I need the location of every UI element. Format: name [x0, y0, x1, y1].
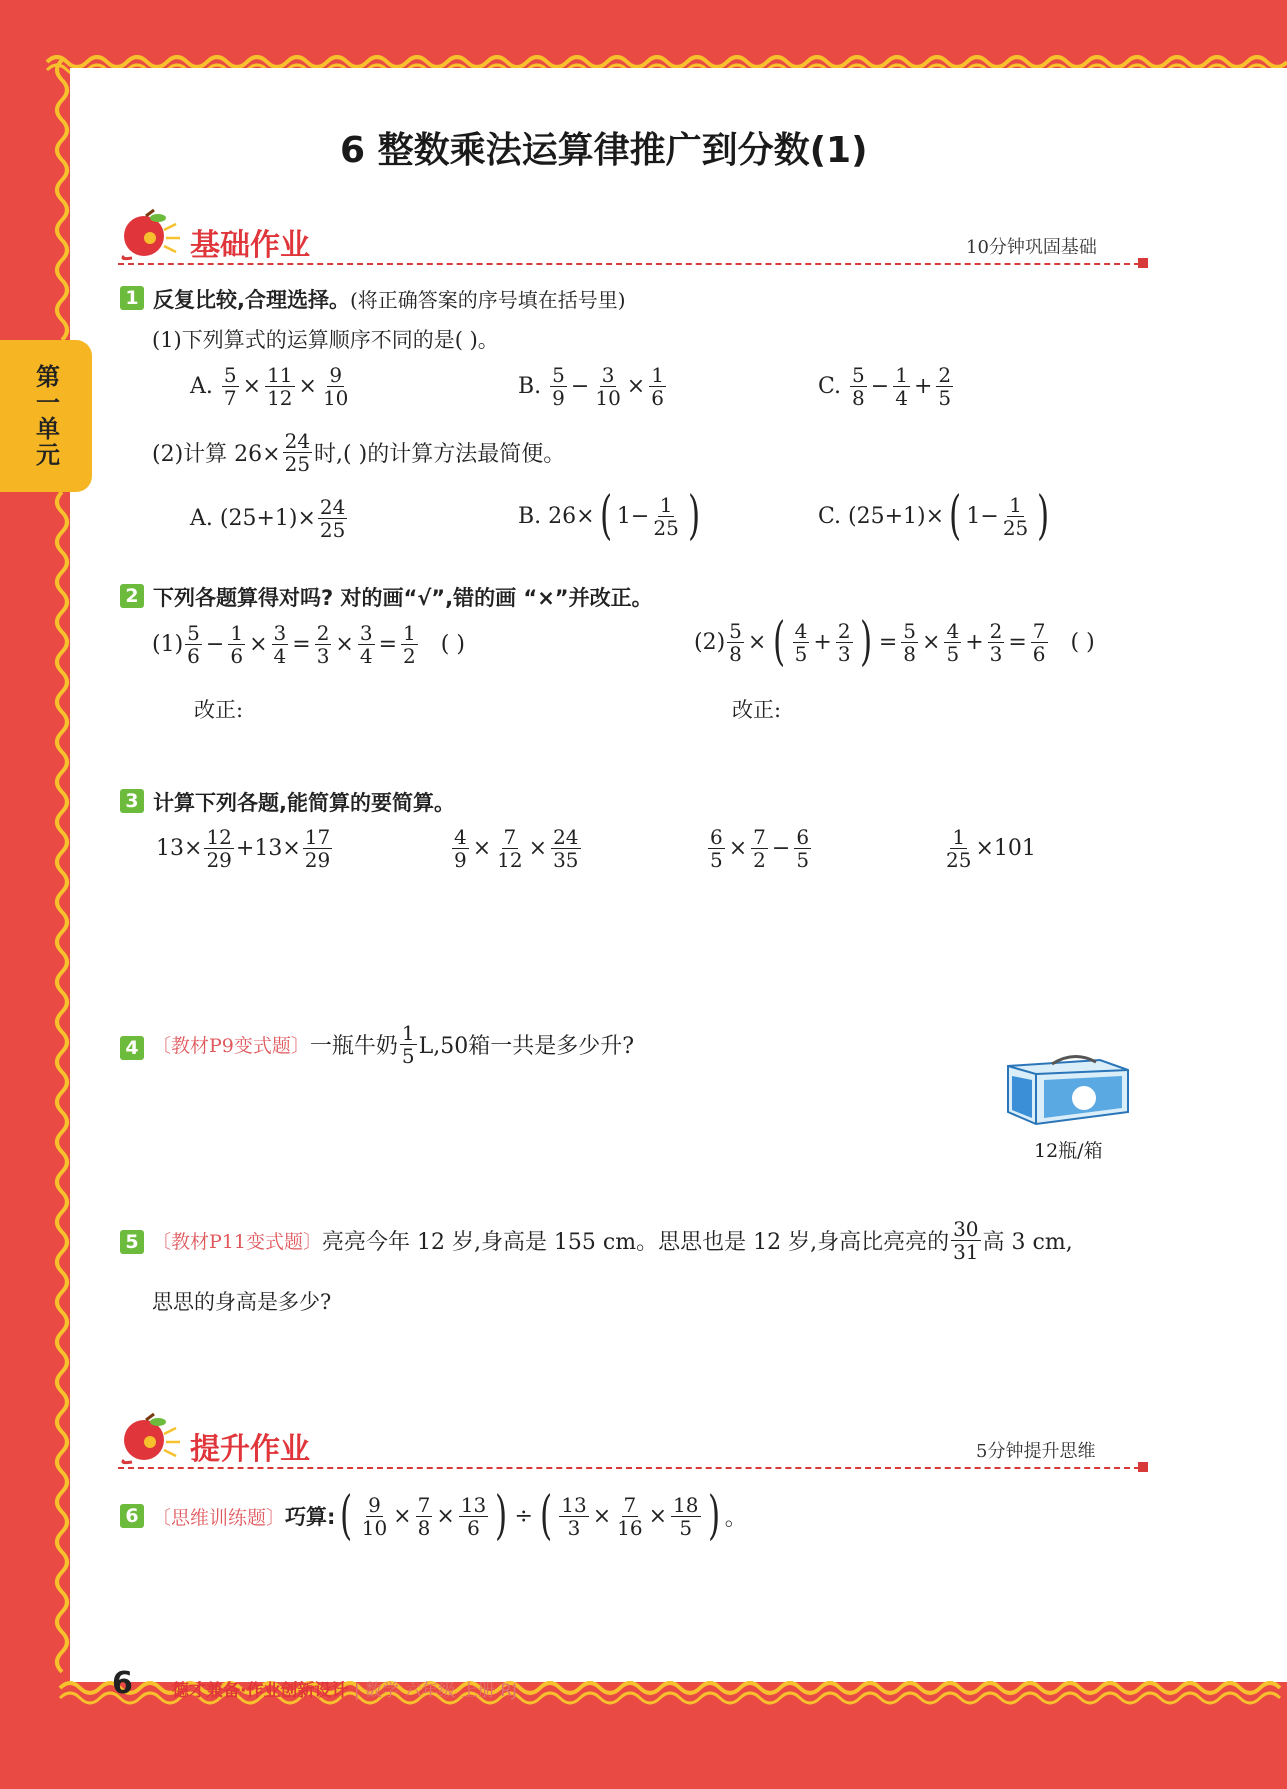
- fraction: [944, 826, 973, 871]
- q1-p1-option-a: [190, 364, 352, 409]
- numerator: 18: [673, 1492, 699, 1517]
- expression: 13×: [156, 836, 203, 861]
- q1-number: 1: [120, 286, 144, 310]
- denominator: 25: [319, 518, 346, 542]
- fraction: [988, 620, 1005, 665]
- numerator: 2: [989, 618, 1003, 643]
- part-label: (2): [694, 629, 726, 655]
- denominator: 4: [359, 644, 373, 668]
- numerator: 1: [403, 621, 416, 645]
- denominator: 35: [553, 848, 579, 872]
- option-label: C.: [818, 503, 842, 529]
- operator: ×: [436, 1503, 455, 1529]
- left-paren: (: [340, 1486, 353, 1546]
- numerator: 3: [359, 621, 373, 645]
- fraction: [222, 364, 239, 409]
- q5-post: 高 3 cm,: [982, 1230, 1073, 1255]
- denominator: 4: [895, 386, 908, 410]
- expression: ×101: [975, 836, 1036, 861]
- fraction: [416, 1494, 433, 1539]
- numerator: 2: [316, 621, 330, 645]
- basic-section-subtitle: 10分钟巩固基础: [966, 237, 1097, 258]
- numerator: 5: [187, 621, 200, 645]
- right-paren: ): [707, 1486, 720, 1546]
- fraction: [303, 826, 332, 871]
- denominator: 10: [322, 386, 349, 410]
- denominator: 8: [417, 1515, 431, 1540]
- denominator: 25: [284, 452, 311, 476]
- operator: =: [292, 632, 311, 657]
- denominator: 9: [552, 386, 565, 410]
- denominator: 3: [837, 641, 851, 666]
- fraction: [944, 620, 961, 665]
- numerator: 7: [417, 1492, 431, 1517]
- q3-title: 计算下列各题,能简算的要简算。: [153, 791, 455, 815]
- numerator: 2: [837, 618, 851, 643]
- operator: ×: [728, 836, 748, 861]
- denominator: 6: [187, 644, 200, 668]
- answer-blank[interactable]: ( ): [440, 632, 465, 657]
- fraction: [283, 430, 312, 475]
- numerator: 9: [368, 1492, 381, 1517]
- right-paren: ): [495, 1486, 508, 1546]
- fraction: [228, 622, 245, 667]
- operator: ×: [528, 836, 548, 861]
- numerator: 6: [796, 825, 810, 849]
- part-label: (1): [152, 632, 184, 657]
- fraction: [936, 364, 953, 409]
- basic-section-divider: [118, 263, 1140, 265]
- fraction: [495, 826, 524, 871]
- operator: ×: [249, 632, 268, 657]
- q1-p2-option-b: [518, 486, 705, 546]
- denominator: 2: [753, 848, 766, 872]
- unit-tab-side: [0, 340, 92, 492]
- q1-title-text: 反复比较,合理选择。: [153, 288, 350, 312]
- denominator: 4: [273, 644, 287, 668]
- left-wave-border: [0, 0, 90, 1789]
- fraction: [452, 826, 469, 871]
- footer-info: 数学 六年级 上册 RJ: [365, 1681, 518, 1701]
- denominator: 5: [679, 1515, 693, 1540]
- fraction: [671, 1494, 700, 1539]
- numerator: 1: [1009, 492, 1022, 517]
- denominator: 6: [651, 386, 664, 410]
- footer-text: [172, 1676, 517, 1701]
- fraction: [850, 364, 867, 409]
- numerator: 1: [895, 363, 908, 387]
- numerator: 24: [553, 825, 579, 849]
- operator: −: [205, 632, 225, 657]
- numerator: 2: [938, 363, 952, 387]
- denominator: 2: [403, 644, 416, 668]
- denominator: 3: [567, 1515, 581, 1540]
- operator: −: [771, 836, 791, 861]
- denominator: 25: [653, 515, 679, 540]
- denominator: 3: [989, 641, 1003, 666]
- fraction: [550, 364, 567, 409]
- q1-p2-option-c: [818, 486, 1055, 546]
- fraction: [727, 620, 744, 665]
- fraction: [360, 1494, 389, 1539]
- expression: 26×: [548, 503, 595, 529]
- operator: ×: [242, 374, 262, 399]
- numerator: 1: [230, 621, 244, 645]
- numerator: 11: [267, 363, 293, 387]
- denominator: 8: [852, 386, 865, 410]
- fraction: [265, 364, 294, 409]
- q6-text: [152, 1486, 747, 1546]
- footer-brand: 德才兼备·作业创新设计: [172, 1681, 349, 1701]
- fraction: [1001, 494, 1030, 539]
- numerator: 5: [729, 618, 742, 643]
- q5-text-line1: [152, 1218, 1073, 1263]
- right-paren: ): [1037, 486, 1050, 546]
- operator: =: [878, 629, 898, 655]
- numerator: 7: [503, 825, 517, 849]
- operator: +: [913, 374, 933, 399]
- denominator: 6: [467, 1515, 480, 1540]
- expression: +13×: [235, 836, 301, 861]
- denominator: 6: [230, 644, 244, 668]
- option-label: B.: [518, 503, 542, 529]
- fraction: [401, 622, 418, 667]
- option-label: A.: [190, 506, 213, 531]
- q4-post: L,50箱一共是多少升?: [418, 1034, 635, 1059]
- expression: 1−: [966, 503, 999, 529]
- numerator: 3: [601, 363, 615, 387]
- q3-expr-2: [450, 826, 583, 871]
- denominator: 10: [595, 386, 621, 410]
- numerator: 17: [304, 825, 331, 849]
- unit-tab-text: 第一单元: [31, 364, 60, 468]
- fraction: [1031, 620, 1048, 665]
- fraction: [649, 364, 666, 409]
- denominator: 5: [794, 641, 808, 666]
- basic-section-title: 基础作业: [190, 228, 310, 263]
- option-label: A.: [190, 374, 213, 399]
- denominator: 6: [1032, 641, 1046, 666]
- q5-pre: 亮亮今年 12 岁,身高是 155 cm。思思也是 12 岁,身高比亮亮的: [321, 1230, 950, 1255]
- denominator: 5: [796, 848, 810, 872]
- numerator: 1: [651, 363, 664, 387]
- denominator: 31: [953, 1240, 979, 1264]
- q6-end: 。: [724, 1505, 747, 1531]
- numerator: 5: [223, 363, 237, 387]
- fraction: [615, 1494, 644, 1539]
- fraction: [551, 826, 580, 871]
- denominator: 29: [304, 848, 331, 872]
- denominator: 12: [267, 386, 293, 410]
- advanced-section-divider: [118, 1467, 1140, 1469]
- fraction: [315, 622, 332, 667]
- q4-tag: 〔教材P9变式题〕: [152, 1035, 310, 1057]
- numerator: 30: [953, 1217, 979, 1241]
- milk-box-icon: [1004, 1046, 1134, 1130]
- numerator: 7: [623, 1492, 637, 1517]
- numerator: 1: [952, 825, 966, 849]
- apple-icon: [118, 208, 182, 264]
- q6-tag: 〔思维训练题〕: [152, 1506, 286, 1529]
- fraction: [593, 364, 622, 409]
- q5-tag: 〔教材P11变式题〕: [152, 1231, 322, 1253]
- numerator: 12: [206, 825, 232, 849]
- numerator: 6: [710, 825, 723, 849]
- fraction: [794, 826, 811, 871]
- right-paren: ): [859, 612, 872, 672]
- operator: +: [813, 629, 832, 655]
- numerator: 5: [852, 363, 865, 387]
- answer-blank[interactable]: ( ): [1070, 629, 1095, 655]
- expression: (25+1)×: [219, 506, 316, 531]
- page-number: 6: [112, 1666, 133, 1701]
- fraction: [901, 620, 918, 665]
- q1-p2-option-a: [190, 496, 349, 541]
- q1-part2-text: [152, 430, 565, 475]
- left-paren: (: [773, 612, 786, 672]
- q2-part2-fix-label: 改正:: [732, 698, 782, 722]
- fraction: [321, 364, 350, 409]
- numerator: 4: [454, 825, 467, 849]
- numerator: 4: [794, 618, 808, 643]
- q2-part1: [152, 622, 465, 667]
- expression: (25+1)×: [848, 503, 945, 529]
- operator: −: [870, 374, 890, 399]
- q6-number: 6: [120, 1504, 144, 1528]
- left-paren: (: [599, 486, 612, 546]
- numerator: 5: [552, 363, 565, 387]
- advanced-section-title: 提升作业: [190, 1432, 310, 1467]
- left-paren: (: [540, 1486, 553, 1546]
- numerator: 7: [1032, 618, 1046, 643]
- numerator: 24: [319, 495, 346, 519]
- basic-section-divider-end: [1138, 258, 1148, 268]
- page-title: 6 整数乘法运算律推广到分数(1): [340, 130, 868, 171]
- q2-title: 下列各题算得对吗? 对的画“√”,错的画 “×”并改正。: [153, 586, 653, 610]
- fraction: [793, 620, 810, 665]
- q3-expr-1: [156, 826, 334, 871]
- operator: ×: [648, 1503, 668, 1529]
- q1-title: [153, 284, 626, 314]
- q1-p1-option-c: [818, 364, 955, 409]
- operator: ×: [335, 632, 354, 657]
- denominator: 29: [206, 848, 232, 872]
- fraction: [272, 622, 289, 667]
- fraction: [358, 622, 375, 667]
- fraction: [751, 826, 768, 871]
- operator: =: [1008, 629, 1027, 655]
- operator: ÷: [514, 1503, 533, 1529]
- denominator: 25: [946, 848, 972, 872]
- q6-pre: 巧算:: [285, 1505, 336, 1529]
- numerator: 13: [561, 1492, 587, 1517]
- q1-p2-pre: (2)计算 26×: [152, 442, 281, 467]
- denominator: 5: [946, 641, 960, 666]
- fraction: [204, 826, 233, 871]
- apple-icon: [118, 1412, 182, 1468]
- fraction: [836, 620, 853, 665]
- numerator: 13: [460, 1492, 487, 1517]
- q2-part1-fix-label: 改正:: [194, 698, 244, 722]
- footer-separator: |: [348, 1681, 366, 1701]
- right-paren: ): [687, 486, 701, 546]
- q2-number: 2: [120, 584, 144, 608]
- operator: ×: [393, 1503, 412, 1529]
- q5-text-line2: 思思的身高是多少?: [152, 1290, 332, 1314]
- denominator: 10: [361, 1515, 388, 1540]
- advanced-section-divider-end: [1138, 1462, 1148, 1472]
- operator: ×: [472, 836, 492, 861]
- q3-expr-3: [706, 826, 813, 871]
- q4-pre: 一瓶牛奶: [309, 1034, 398, 1059]
- advanced-section-subtitle: 5分钟提升思维: [976, 1441, 1096, 1462]
- q4-box-caption: 12瓶/箱: [1034, 1140, 1103, 1162]
- denominator: 5: [710, 848, 723, 872]
- denominator: 9: [454, 848, 467, 872]
- expression: 1−: [616, 503, 650, 529]
- numerator: 7: [753, 825, 766, 849]
- numerator: 24: [284, 429, 311, 453]
- denominator: 8: [903, 641, 917, 666]
- operator: ×: [592, 1503, 612, 1529]
- denominator: 7: [223, 386, 237, 410]
- fraction: [651, 494, 680, 539]
- numerator: 5: [903, 618, 917, 643]
- denominator: 8: [729, 641, 742, 666]
- fraction: [459, 1494, 488, 1539]
- fraction: [400, 1022, 417, 1067]
- left-paren: (: [949, 486, 962, 546]
- fraction: [559, 1494, 588, 1539]
- numerator: 3: [273, 621, 287, 645]
- operator: ×: [922, 629, 941, 655]
- fraction: [951, 1218, 980, 1263]
- fraction: [893, 364, 910, 409]
- operator: ×: [626, 374, 646, 399]
- q1-part1-text: (1)下列算式的运算顺序不同的是( )。: [152, 328, 499, 352]
- q2-part2: [694, 612, 1095, 672]
- operator: −: [570, 374, 590, 399]
- fraction: [708, 826, 725, 871]
- option-label: B.: [518, 374, 542, 399]
- operator: ×: [747, 629, 767, 655]
- q1-p2-post: 时,( )的计算方法最简便。: [314, 442, 566, 467]
- q5-number: 5: [120, 1230, 144, 1254]
- q4-number: 4: [120, 1036, 144, 1060]
- numerator: 1: [659, 492, 673, 517]
- numerator: 9: [329, 363, 343, 387]
- operator: ×: [298, 374, 317, 399]
- denominator: 12: [497, 848, 523, 872]
- fraction: [318, 496, 347, 541]
- denominator: 5: [401, 1044, 415, 1068]
- q1-note: (将正确答案的序号填在括号里): [349, 288, 626, 312]
- q4-text: [152, 1022, 634, 1067]
- denominator: 16: [617, 1515, 643, 1540]
- denominator: 5: [938, 386, 952, 410]
- denominator: 25: [1002, 515, 1029, 540]
- operator: +: [965, 629, 984, 655]
- q1-p1-option-b: [518, 364, 668, 409]
- q3-expr-4: [942, 826, 1036, 871]
- q3-number: 3: [120, 789, 144, 813]
- fraction: [185, 622, 202, 667]
- numerator: 1: [401, 1021, 415, 1045]
- operator: =: [378, 632, 398, 657]
- option-label: C.: [818, 374, 842, 399]
- denominator: 3: [316, 644, 330, 668]
- numerator: 4: [946, 618, 960, 643]
